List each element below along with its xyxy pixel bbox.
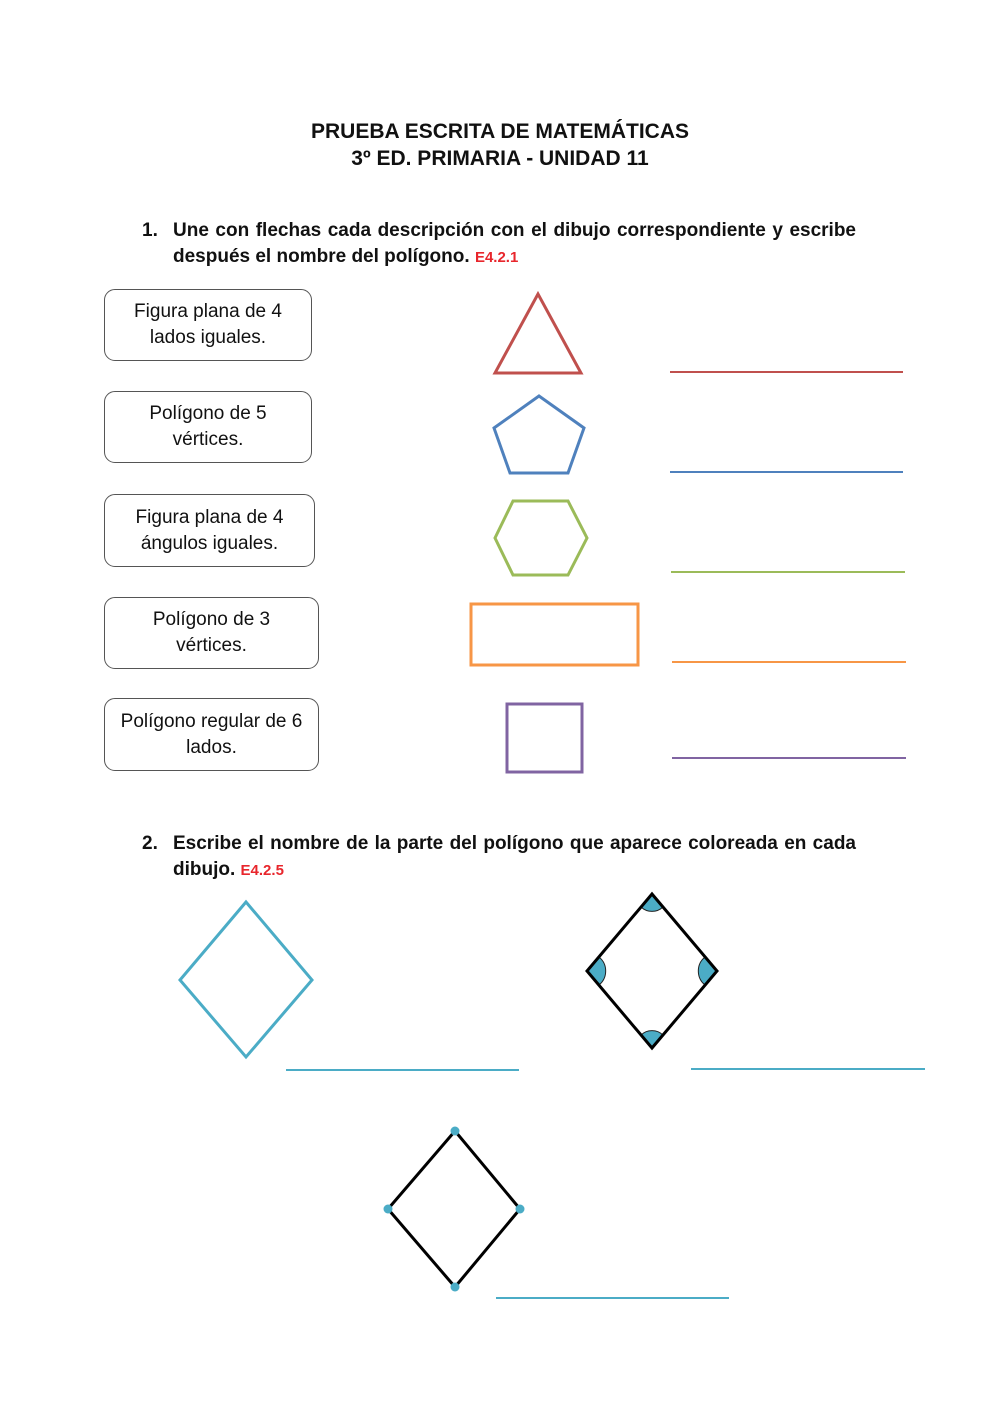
question-1-code: E4.2.1 (474, 249, 519, 266)
answer-line-angles[interactable] (691, 1068, 925, 1070)
question-1-number: 1. (142, 220, 158, 241)
description-text-1: Figura plana de 4 lados iguales. (134, 301, 282, 348)
answer-line-sides[interactable] (286, 1069, 519, 1071)
page-title-line1: PRUEBA ESCRITA DE MATEMÁTICAS (311, 120, 689, 143)
vertex-top-dot (451, 1127, 460, 1136)
page-title-line2: 3º ED. PRIMARIA - UNIDAD 11 (351, 147, 649, 170)
vertex-bottom-dot (451, 1283, 460, 1292)
vertex-left-dot (384, 1205, 393, 1214)
question-2-text: Escribe el nombre de la parte del polígono que aparece coloreada en cada dibujo. (173, 833, 856, 880)
question-2-number: 2. (142, 833, 158, 854)
rhombus-sides-figure[interactable] (180, 902, 312, 1057)
question-2-code: E4.2.5 (240, 862, 284, 879)
answer-line-vertices[interactable] (496, 1297, 729, 1299)
rhombus-vertices-figure[interactable] (384, 1127, 525, 1292)
vertex-right-dot (516, 1205, 525, 1214)
question-1-text: Une con flechas cada descripción con el dibujo correspondiente y escribe después el nombre del polígono. (173, 220, 856, 267)
description-text-2: Polígono de 5 vértices. (149, 403, 267, 450)
description-text-4: Polígono de 3 vértices. (152, 609, 271, 656)
rhombus-vertices-outline (388, 1131, 520, 1287)
description-text-5: Polígono regular de 6 lados. (120, 710, 303, 758)
rhombus-angles-outline (587, 894, 717, 1048)
description-text-3: Figura plana de 4 ángulos iguales. (135, 506, 284, 554)
rhombus-angles-figure[interactable] (587, 894, 717, 1048)
